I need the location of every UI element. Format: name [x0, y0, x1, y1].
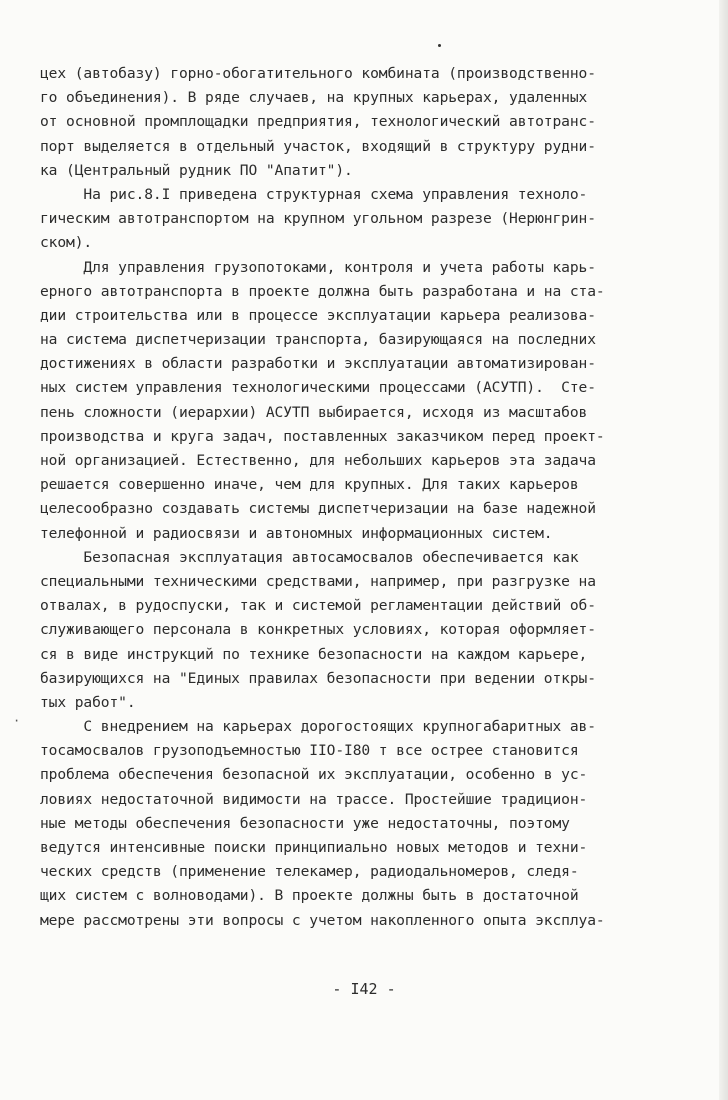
text-line: ловиях недостаточной видимости на трассе. Простейшие традицион-	[40, 790, 588, 808]
text-line: Безопасная эксплуатация автосамосвалов обеспечивается как	[40, 548, 579, 566]
text-line: тых работ".	[40, 693, 136, 711]
text-line: ском).	[40, 234, 93, 252]
text-line: решается совершенно иначе, чем для крупных. Для таких карьеров	[40, 476, 579, 494]
text-line: достижениях в области разработки и эксплуатации автоматизирован-	[40, 355, 596, 373]
text-line: цех (автобазу) горно-обогатительного комбината (производственно-	[40, 65, 596, 82]
text-line: го объединения). В ряде случаев, на крупных карьерах, удаленных	[40, 89, 588, 107]
text-line: мере рассмотрены эти вопросы с учетом накопленного опыта эксплуа-	[40, 911, 605, 929]
text-line: ведутся интенсивные поиски принципиально новых методов и техни-	[40, 839, 588, 856]
text-line: тосамосвалов грузоподъемностью IIO-I80 т все острее становится	[40, 742, 579, 760]
text-line: пень сложности (иерархии) АСУТП выбирается, исходя из масштабов	[40, 403, 588, 421]
body-text	[40, 62, 688, 933]
text-line: ся в виде инструкций по технике безопасности на каждом карьере,	[40, 645, 588, 663]
text-line: На рис.8.I приведена структурная схема управления техноло-	[40, 185, 588, 203]
text-line: ческих средств (применение телекамер, радиодальномеров, следя-	[40, 863, 579, 881]
text-line: ка (Центральный рудник ПО "Апатит").	[40, 161, 353, 179]
margin-mark: ·	[13, 714, 21, 728]
text-line: отвалах, в рудоспуски, так и системой регламентации действий об-	[40, 597, 596, 615]
text-line: ерного автотранспорта в проекте должна быть разработана и на ста-	[40, 282, 605, 300]
text-line: служивающего персонала в конкретных условиях, которая оформляет-	[40, 621, 596, 639]
ink-speck	[438, 44, 441, 47]
text-line: проблема обеспечения безопасной их эксплуатации, особенно в ус-	[40, 766, 588, 784]
text-line: ные методы обеспечения безопасности уже недостаточны, поэтому	[40, 814, 570, 832]
page-edge-shadow	[719, 0, 728, 1100]
text-line: гическим автотранспортом на крупном угольном разрезе (Нерюнгрин-	[40, 210, 596, 228]
text-line: базирующихся на "Единых правилах безопасности при ведении откры-	[40, 669, 596, 687]
text-line: от основной промплощадки предприятия, технологический автотранс-	[40, 113, 596, 131]
text-line: С внедрением на карьерах дорогостоящих крупногабаритных ав-	[40, 718, 596, 736]
text-line: телефонной и радиосвязи и автономных информационных систем.	[40, 524, 553, 542]
text-line: ной организацией. Естественно, для небольших карьеров эта задача	[40, 452, 596, 469]
text-line: порт выделяется в отдельный участок, входящий в структуру рудни-	[40, 137, 596, 155]
text-line: целесообразно создавать системы диспетчеризации на базе надежной	[40, 500, 596, 518]
text-line: щих систем с волноводами). В проекте должны быть в достаточной	[40, 887, 579, 905]
page-number: - I42 -	[332, 980, 396, 998]
text-line: дии строительства или в процессе эксплуатации карьера реализова-	[40, 306, 596, 324]
text-line: на система диспетчеризации транспорта, базирующаяся на последних	[40, 331, 596, 349]
text-line: Для управления грузопотоками, контроля и учета работы карь-	[40, 258, 596, 276]
text-line: специальными техническими средствами, например, при разгрузке на	[40, 572, 596, 590]
text-line: производства и круга задач, поставленных заказчиком перед проект-	[40, 427, 605, 445]
text-line: ных систем управления технологическими процессами (АСУТП). Сте-	[40, 379, 596, 397]
